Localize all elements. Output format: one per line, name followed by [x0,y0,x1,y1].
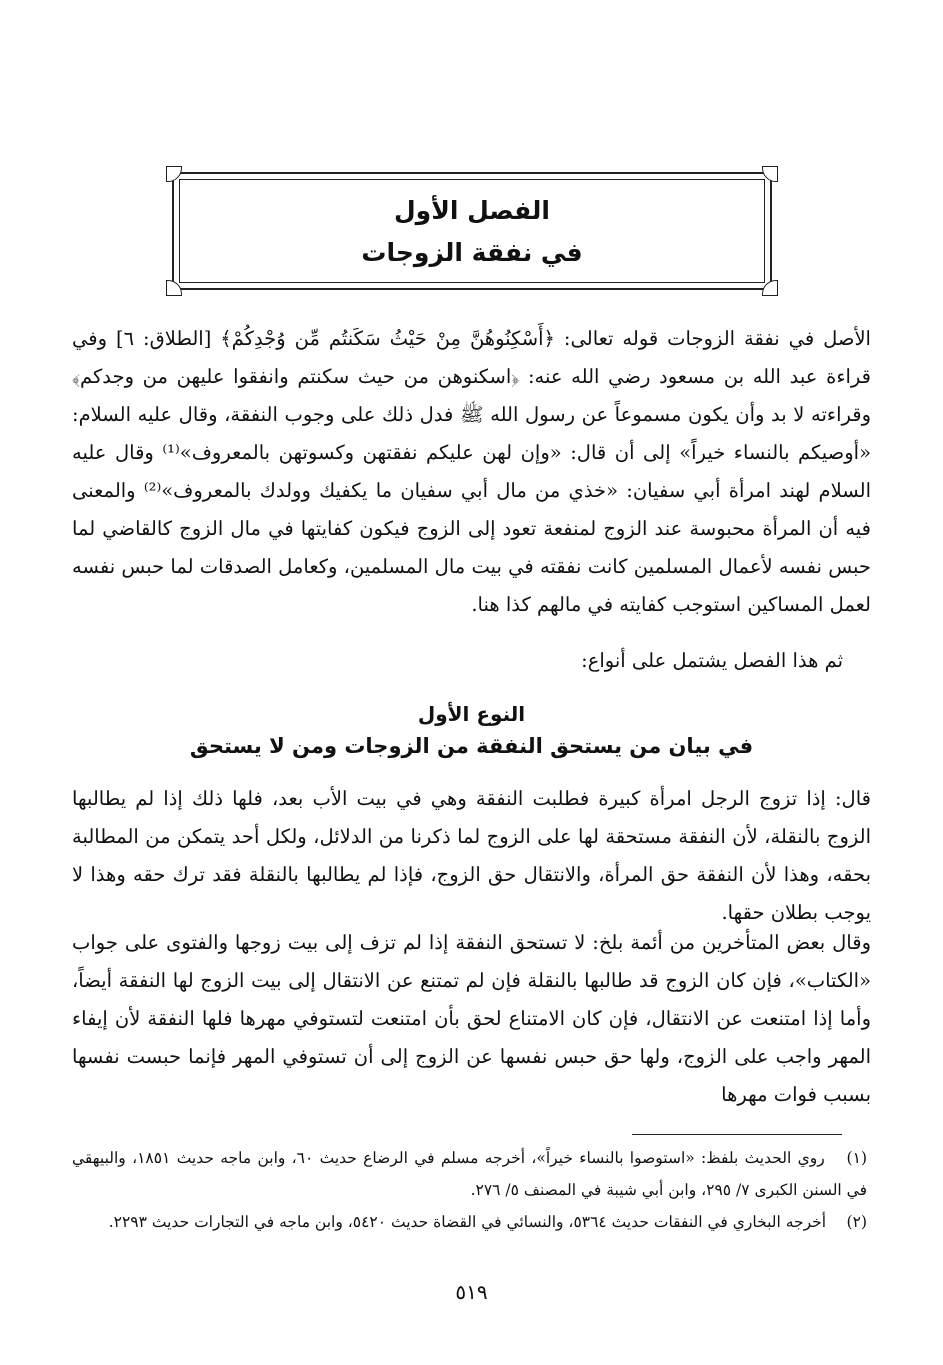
footnote-text: روي الحديث بلفظ: «استوصوا بالنساء خيراً»، أخرجه مسلم في الرضاع حديث ٦٠، وابن ماجه حديث ١٨٥١، والبيهقي في السنن الكبرى ٧/ ٢٩٥، وابن أبي شيبة في المصنف ٥/ ٢٧٦. [72,1149,867,1199]
footnote [72,1142,867,1206]
section-heading: النوع الأول [417,702,526,726]
frame-corner-ornament [762,166,778,182]
frame-corner-ornament [762,280,778,296]
chapter-title-frame [172,172,772,290]
footnote-text: أخرجه البخاري في النفقات حديث ٥٣٦٤، والنسائي في القضاة حديث ٥٤٢٠، وابن ماجه في التجارات حديث ٢٢٩٣. [108,1213,827,1231]
section-subheading: في بيان من يستحق النفقة من الزوجات ومن لا يستحق [189,734,754,758]
frame-corner-ornament [166,280,182,296]
page-number: ٥١٩ [455,1280,488,1304]
footnote-separator [632,1134,842,1135]
body-paragraph: قال: إذا تزوج الرجل امرأة كبيرة فطلبت النفقة وهي في بيت الأب بعد، فلها ذلك إذا لم يطالبها الزوج بالنقلة، لأن النفقة مستحقة لها على الزوج لما ذكرنا من الدلائل، ولكل أحد يتمكن من المطالبة بحقه، وهذا لأن النفقة حق المرأة، والانتقال حق الزوج، فإذا لم يطالبها بالنقلة فقد ترك حقه وهذا لا يوجب بطلان حقها. [72,787,871,924]
body-paragraph: وقال بعض المتأخرين من أئمة بلخ: لا تستحق النفقة إذا لم تزف إلى بيت زوجها والفتوى على جواب «الكتاب»، فإن كان الزوج قد طالبها بالنقلة فإن لم تمتنع عن الانتقال إلى بيت الزوج لها النفقة أيضاً، وأما إذا امتنعت عن الانتقال، فإن كان الامتناع لحق بأن امتنعت لتستوفي مهرها فلها النفقة لأن إيفاء المهر واجب على الزوج، ولها حق حبس نفسها عن الزوج إلى أن تستوفي المهر فإنما حبست نفسها بسبب فوات مهرها [72,931,871,1106]
footnote-number: (٢) [846,1213,867,1231]
intro-paragraph: الأصل في نفقة الزوجات قوله تعالى: ﴿أَسْكِنُوهُنَّ مِنْ حَيْثُ سَكَنتُم مِّن وُجْدِكُمْ﴾ [الطلاق: ٦] وفي قراءة عبد الله بن مسعود رضي الله عنه: ﴿اسكنوهن من حيث سكنتم وانفقوا عليهن من وجدكم﴾ وقراءته لا بد وأن يكون مسموعاً عن رسول الله ﷺ فدل ذلك على وجوب النفقة، وقال عليه السلام: «أوصيكم بالنساء خيراً» إلى أن قال: «وإن لهن عليكم نفقتهن وكسوتهن بالمعروف»⁽¹⁾ وقال عليه السلام لهند امرأة أبي سفيان: «خذي من مال أبي سفيان ما يكفيك وولدك بالمعروف»⁽²⁾ والمعنى فيه أن المرأة محبوسة عند الزوج لمنفعة تعود إلى الزوج فيكون كفايتها في مال الزوج كالقاضي لما حبس نفسه لأعمال المسلمين كانت نفقته في بيت مال المسلمين، وكعامل الصدقات لما حبس نفسه لعمل المساكين استوجب كفايته في مالهم كذا هنا. [72,327,871,616]
chapter-subtitle: في نفقة الزوجات [361,238,583,267]
footnote [72,1206,867,1238]
footnote-number: (١) [846,1149,867,1167]
intro-outline-line: ثم هذا الفصل يشتمل على أنواع: [581,649,843,672]
frame-corner-ornament [166,166,182,182]
chapter-title: الفصل الأول [393,196,551,225]
